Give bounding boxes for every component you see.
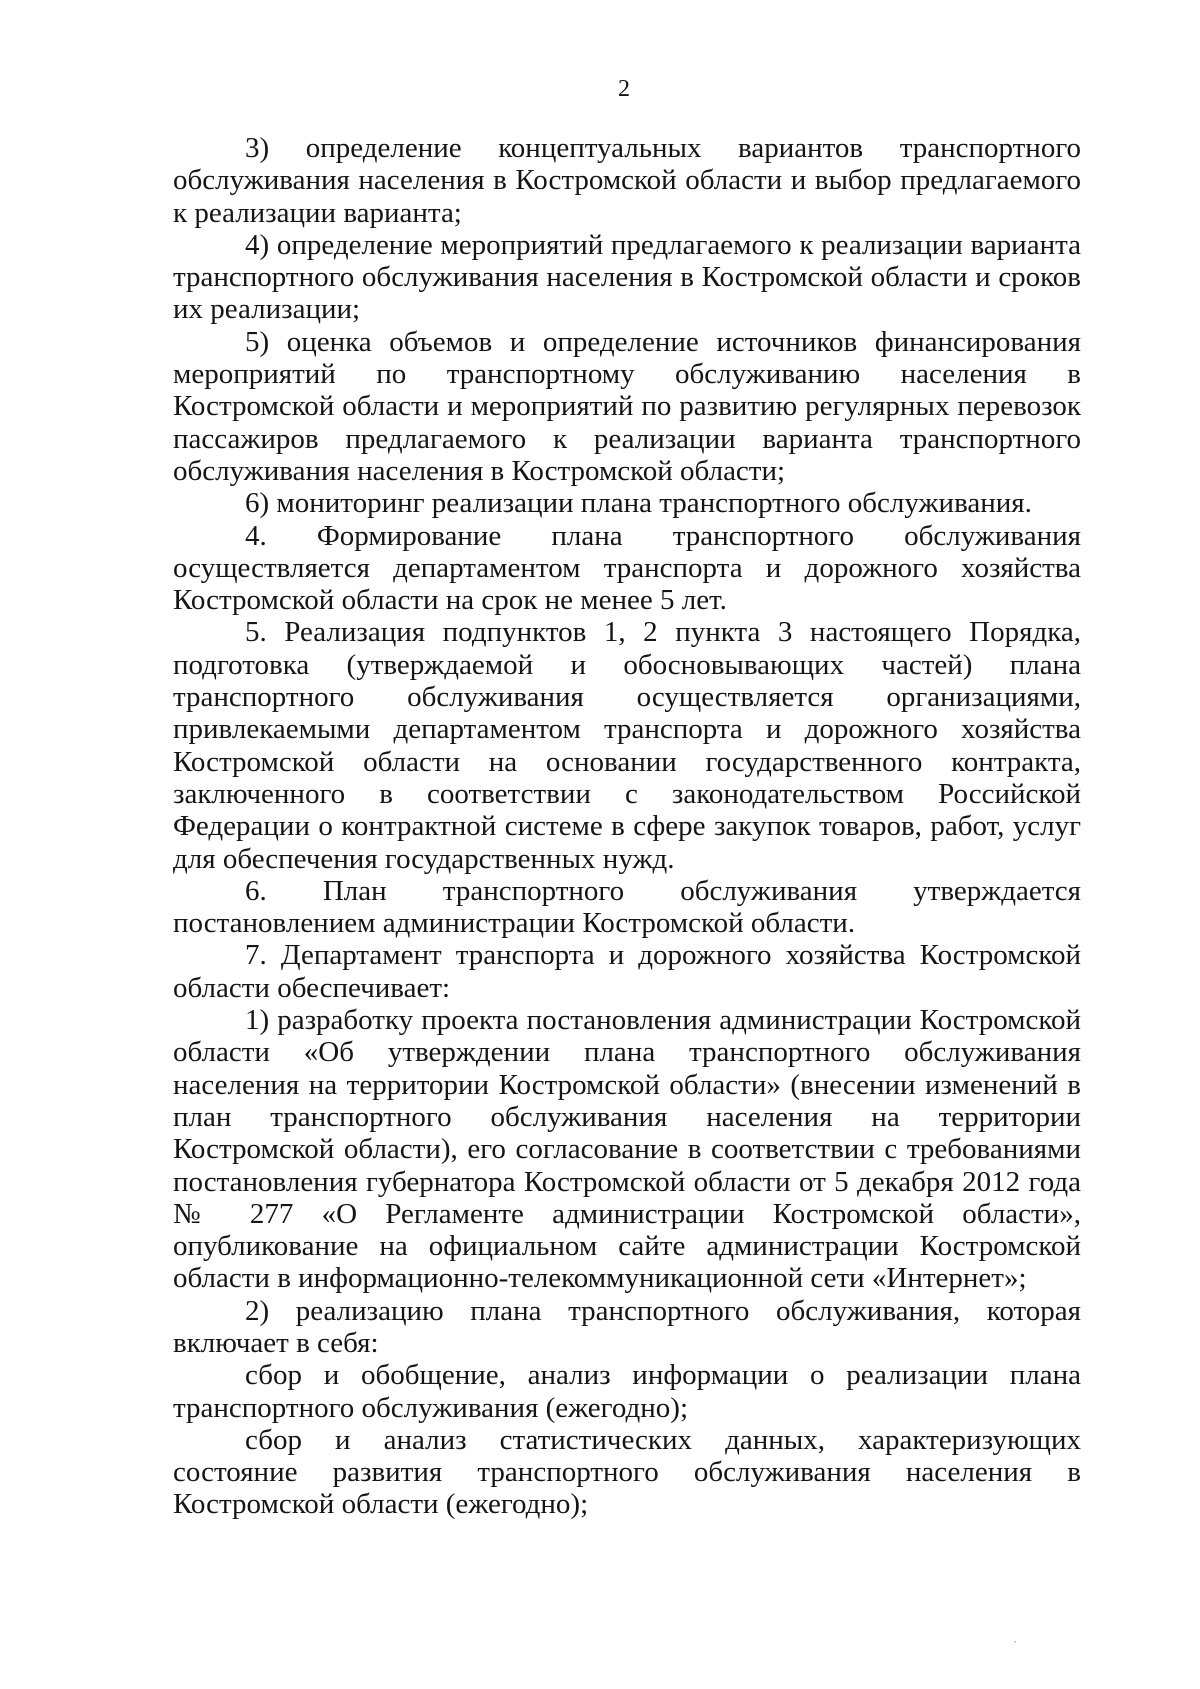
scan-speck: [1014, 1641, 1016, 1643]
paragraph-subitem-annual-analysis: сбор и обобщение, анализ информации о реализации плана транспортного обслуживания (ежегодно);: [173, 1359, 1081, 1424]
paragraph-item-4: 4) определение мероприятий предлагаемого к реализации варианта транспортного обслуживания населения в Костромской области и сроков их реализации;: [173, 228, 1081, 326]
paragraph-section-6: 6. План транспортного обслуживания утверждается постановлением администрации Костромской области.: [173, 874, 1081, 940]
paragraph-section-7: 7. Департамент транспорта и дорожного хозяйства Костромской области обеспечивает:: [173, 939, 1081, 1004]
paragraph-item-5: 5) оценка объемов и определение источников финансирования мероприятий по транспортному обслуживанию населения в Костромской области и мероприятий по развитию регулярных перевозок пассажиров предлагаемого к реализации варианта транспортного обслуживания населения в Костромской области;: [173, 325, 1081, 487]
page-number: 2: [618, 76, 630, 102]
paragraph-section-4: 4. Формирование плана транспортного обслуживания осуществляется департаментом транспорта и дорожного хозяйства Костромской области на срок не менее 5 лет.: [173, 519, 1081, 617]
paragraph-section-5: 5. Реализация подпунктов 1, 2 пункта 3 настоящего Порядка, подготовка (утверждаемой и обосновывающих частей) плана транспортного обслуживания осуществляется организациями, привлекаемыми департаментом транспорта и дорожного хозяйства Костромской области на основании государственного контракта, заключенного в соответствии с законодательством Российской Федерации о контрактной системе в сфере закупок товаров, работ, услуг для обеспечения государственных нужд.: [173, 616, 1081, 875]
paragraph-item-6: 6) мониторинг реализации плана транспортного обслуживания.: [245, 487, 1032, 520]
document-body: [173, 132, 1081, 1521]
paragraph-subitem-statistics: сбор и анализ статистических данных, характеризующих состояние развития транспортного обслуживания населения в Костромской области (ежегодно);: [173, 1423, 1081, 1521]
paragraph-item-3: 3) определение концептуальных вариантов транспортного обслуживания населения в Костромской области и выбор предлагаемого к реализации варианта;: [173, 132, 1081, 229]
paragraph-section-7-item-1: 1) разработку проекта постановления администрации Костромской области «Об утверждении плана транспортного обслуживания населения на территории Костромской области» (внесении изменений в план транспортного обслуживания населения на территории Костромской области), его согласование в соответствии с требованиями постановления губернатора Костромской области от 5 декабря 2012 года № 277 «О Регламенте администрации Костромской области», опубликование на официальном сайте администрации Костромской области в информационно-телекоммуникационной сети «Интернет»;: [173, 1004, 1081, 1295]
paragraph-section-7-item-2: 2) реализацию плана транспортного обслуживания, которая включает в себя:: [173, 1294, 1081, 1359]
